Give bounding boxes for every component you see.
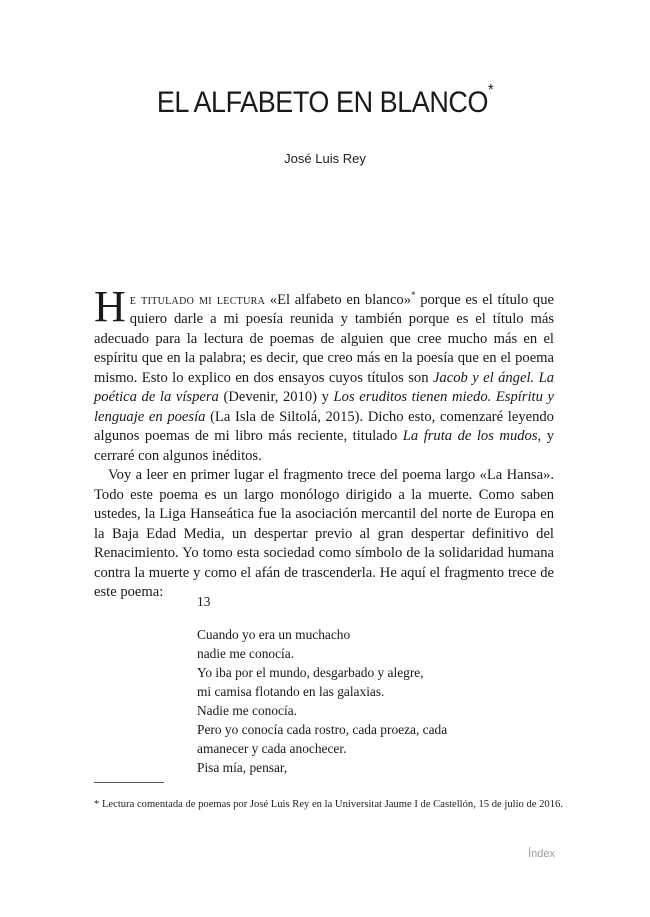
title-text: EL ALFABETO EN BLANCO — [156, 86, 489, 119]
paragraph-1-text-c: (Devenir, 2010) y — [218, 389, 334, 406]
paragraph-1-text-a: «El alfabeto en blanco» — [265, 291, 412, 308]
inline-footnote-mark[interactable]: * — [411, 290, 416, 300]
footnote-divider — [94, 782, 164, 783]
poem-block — [197, 592, 447, 777]
poem-line: nadie me conocía. — [197, 646, 295, 661]
drop-cap: H — [94, 282, 126, 331]
book-title-2: Los eruditos tienen miedo. Espíritu y lenguaje en poesía — [94, 389, 554, 425]
title-footnote-mark[interactable]: * — [488, 82, 494, 99]
lead-in-smallcaps: e titulado mi lectura — [129, 291, 266, 308]
paragraph-1-text-e: , y cerraré con algunos inéditos. — [94, 428, 555, 464]
index-link[interactable]: Índex — [528, 848, 555, 860]
author-name: José Luis Rey — [284, 151, 366, 166]
poem-line: Cuando yo era un muchacho — [197, 627, 351, 642]
paragraph-2: Voy a leer en primer lugar el fragmento trece del poema largo «La Hansa». Todo este poema es un largo monólogo dirigido a la muerte. Como saben ustedes, la Liga Hanseática fue la asociación mercantil del norte de Europa en la Baja Edad Media, un despertar previo al gran despertar definitivo del Renacimiento. Yo tomo esta sociedad como símbolo de la solidaridad humana contra la muerte y como el afán de trascenderla. He aquí el fragmento trece de este poema: — [94, 467, 554, 601]
poem-line: Pisa mía, pensar, — [197, 760, 288, 775]
article-body — [94, 282, 555, 603]
poem-line: mi camisa flotando en las galaxias. — [197, 684, 385, 699]
footnote: * Lectura comentada de poemas por José Luis Rey en la Universitat Jaume I de Castellón, 15 de julio de 2016. — [94, 799, 563, 810]
book-title-1: Jacob y el ángel. La poética de la víspera — [94, 369, 554, 406]
paragraph-1-text-d: (La Isla de Siltolá, 2015). Dicho esto, comenzaré leyendo algunos poemas de mi libro más reciente, titulado — [94, 408, 554, 445]
page-title — [33, 82, 618, 120]
poem-number: 13 — [197, 594, 211, 609]
poem-line: Nadie me conocía. — [197, 703, 298, 718]
paragraph-1 — [94, 282, 555, 466]
poem-line: amanecer y cada anochecer. — [197, 741, 347, 756]
poem-line: Pero yo conocía cada rostro, cada proeza, cada — [197, 722, 448, 737]
book-title-3: La fruta de los mudos — [402, 428, 538, 445]
poem-line: Yo iba por el mundo, desgarbado y alegre, — [197, 665, 424, 680]
paragraph-1-text-b: porque es el título que quiero darle a mi poesía reunida y también porque es el título más adecuado para la lectura de poemas de alguien que cree mucho más en el espíritu que en la palabra; es decir, que creo más en la poesía que en el poema mismo. Esto lo explico en dos ensayos cuyos títulos son — [94, 291, 555, 386]
